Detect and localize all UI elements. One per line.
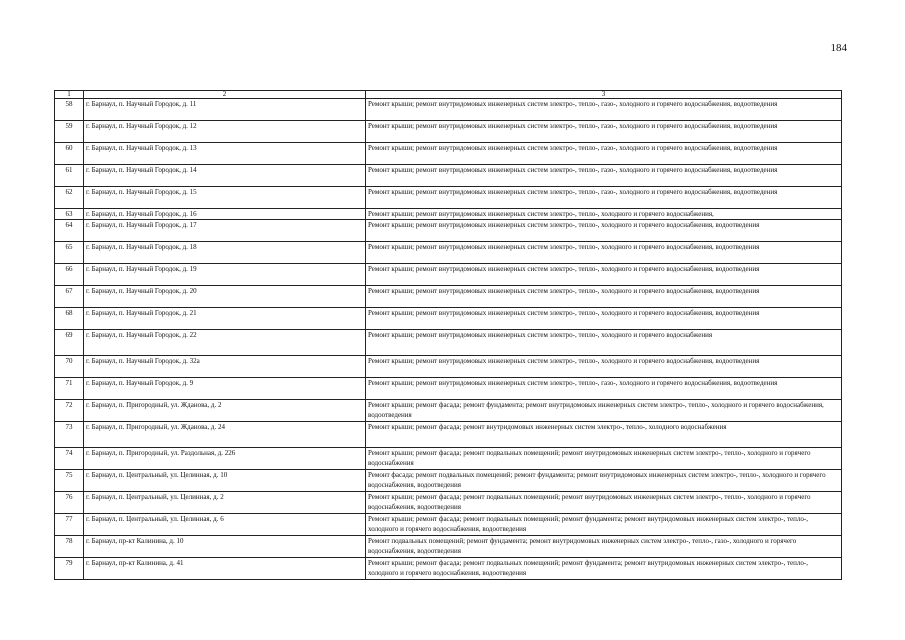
table-row [55,536,842,558]
row-works: Ремонт крыши; ремонт внутридомовых инженерных систем электро-, тепло-, газо-, холодного и горячего водоснабжения, водоотведения [366,99,842,121]
row-address: г. Барнаул, п. Научный Городок, д. 19 [84,264,366,286]
row-number: 65 [55,242,84,264]
row-address: г. Барнаул, п. Центральный, ул. Целинная, д. 10 [84,470,366,492]
row-number: 64 [55,220,84,242]
row-address: г. Барнаул, пр-кт Калинина, д. 10 [84,536,366,558]
column-header-works: 3 [366,91,842,99]
row-number: 60 [55,143,84,165]
row-works: Ремонт крыши; ремонт фасада; ремонт подвальных помещений; ремонт фундамента; ремонт внутридомовых инженерных систем электро-, тепло-, холодного и горячего водоснабжения, водоотведения [366,558,842,580]
row-address: г. Барнаул, п. Научный Городок, д. 14 [84,165,366,187]
table-row [55,378,842,400]
row-address: г. Барнаул, п. Научный Городок, д. 15 [84,187,366,209]
row-address: г. Барнаул, п. Пригородный, ул. Жданова, д. 2 [84,400,366,422]
row-address: г. Барнаул, п. Научный Городок, д. 16 [84,209,366,220]
table-row [55,514,842,536]
row-works: Ремонт крыши; ремонт внутридомовых инженерных систем электро-, тепло-, газо-, холодного и горячего водоснабжения, водоотведения [366,378,842,400]
table-row [55,356,842,378]
row-number: 77 [55,514,84,536]
row-address: г. Барнаул, п. Научный Городок, д. 12 [84,121,366,143]
table-row [55,330,842,356]
row-works: Ремонт крыши; ремонт фасада; ремонт подвальных помещений; ремонт фундамента; ремонт внутридомовых инженерных систем электро-, тепло-, холодного и горячего водоснабжения, водоотведения [366,514,842,536]
row-address: г. Барнаул, п. Научный Городок, д. 18 [84,242,366,264]
row-works: Ремонт крыши; ремонт внутридомовых инженерных систем электро-, тепло-, холодного и горячего водоснабжения, [366,209,842,220]
row-number: 70 [55,356,84,378]
table-row [55,492,842,514]
row-works: Ремонт крыши; ремонт внутридомовых инженерных систем электро-, тепло-, холодного и горячего водоснабжения, водоотведения [366,286,842,308]
row-address: г. Барнаул, п. Научный Городок, д. 20 [84,286,366,308]
row-works: Ремонт подвальных помещений; ремонт фундамента; ремонт внутридомовых инженерных систем электро-, тепло-, газо-, холодного и горячего водоснабжения, водоотведения [366,536,842,558]
table-row [55,121,842,143]
row-number: 75 [55,470,84,492]
row-address: г. Барнаул, п. Научный Городок, д. 11 [84,99,366,121]
table-row [55,558,842,580]
row-works: Ремонт крыши; ремонт фасада; ремонт подвальных помещений; ремонт внутридомовых инженерных систем электро-, тепло-, холодного и горячего водоснабжения, водоотведения [366,492,842,514]
row-address: г. Барнаул, п. Научный Городок, д. 21 [84,308,366,330]
page-number: 184 [830,42,847,54]
table-row [55,242,842,264]
table-row [55,400,842,422]
row-number: 73 [55,422,84,448]
row-number: 78 [55,536,84,558]
row-number: 68 [55,308,84,330]
row-works: Ремонт крыши; ремонт фасада; ремонт фундамента; ремонт внутридомовых инженерных систем электро-, тепло-, холодного и горячего водоснабжения, водоотведения [366,400,842,422]
row-address: г. Барнаул, п. Пригородный, ул. Жданова, д. 24 [84,422,366,448]
row-address: г. Барнаул, п. Научный Городок, д. 32а [84,356,366,378]
column-header-number: 1 [55,91,84,99]
row-address: г. Барнаул, п. Научный Городок, д. 13 [84,143,366,165]
row-address: г. Барнаул, п. Научный Городок, д. 17 [84,220,366,242]
row-address: г. Барнаул, п. Пригородный, ул. Раздольная, д. 226 [84,448,366,470]
header-row [55,91,842,99]
table-row [55,448,842,470]
row-number: 76 [55,492,84,514]
row-works: Ремонт крыши; ремонт внутридомовых инженерных систем электро-, тепло-, газо-, холодного и горячего водоснабжения, водоотведения [366,165,842,187]
row-works: Ремонт крыши; ремонт внутридомовых инженерных систем электро-, тепло-, газо-, холодного и горячего водоснабжения, водоотведения [366,143,842,165]
row-number: 67 [55,286,84,308]
row-address: г. Барнаул, п. Научный Городок, д. 9 [84,378,366,400]
row-address: г. Барнаул, п. Научный Городок, д. 22 [84,330,366,356]
row-address: г. Барнаул, пр-кт Калинина, д. 41 [84,558,366,580]
row-works: Ремонт крыши; ремонт фасада; ремонт внутридомовых инженерных систем электро-, тепло-, холодного водоснабжения [366,422,842,448]
row-works: Ремонт крыши; ремонт внутридомовых инженерных систем электро-, тепло-, газо-, холодного и горячего водоснабжения, водоотведения [366,121,842,143]
row-number: 58 [55,99,84,121]
row-works: Ремонт фасада; ремонт подвальных помещений; ремонт фундамента; ремонт внутридомовых инженерных систем электро-, тепло-, холодного и горячего водоснабжения, водоотведения [366,470,842,492]
row-number: 62 [55,187,84,209]
registry-table [54,90,842,580]
row-number: 61 [55,165,84,187]
row-number: 63 [55,209,84,220]
row-works: Ремонт крыши; ремонт внутридомовых инженерных систем электро-, тепло-, холодного и горячего водоснабжения, водоотведения [366,308,842,330]
table-row [55,187,842,209]
row-works: Ремонт крыши; ремонт внутридомовых инженерных систем электро-, тепло-, холодного и горячего водоснабжения, водоотведения [366,242,842,264]
row-number: 66 [55,264,84,286]
table-row [55,308,842,330]
table-row [55,470,842,492]
row-works: Ремонт крыши; ремонт внутридомовых инженерных систем электро-, тепло-, холодного и горячего водоснабжения [366,330,842,356]
column-header-address: 2 [84,91,366,99]
row-works: Ремонт крыши; ремонт внутридомовых инженерных систем электро-, тепло-, холодного и горячего водоснабжения, водоотведения [366,220,842,242]
row-number: 79 [55,558,84,580]
row-number: 69 [55,330,84,356]
row-number: 71 [55,378,84,400]
row-works: Ремонт крыши; ремонт внутридомовых инженерных систем электро-, тепло-, холодного и горячего водоснабжения, водоотведения [366,356,842,378]
table-row [55,220,842,242]
row-works: Ремонт крыши; ремонт фасада; ремонт подвальных помещений; ремонт внутридомовых инженерных систем электро-, тепло-, холодного и горячего водоснабжения [366,448,842,470]
row-number: 74 [55,448,84,470]
table-row [55,264,842,286]
table-row [55,422,842,448]
row-address: г. Барнаул, п. Центральный, ул. Целинная, д. 2 [84,492,366,514]
table-row [55,99,842,121]
table-row [55,286,842,308]
row-number: 59 [55,121,84,143]
row-address: г. Барнаул, п. Центральный, ул. Целинная, д. 6 [84,514,366,536]
table-row [55,209,842,220]
row-works: Ремонт крыши; ремонт внутридомовых инженерных систем электро-, тепло-, холодного и горячего водоснабжения, водоотведения [366,264,842,286]
table-row [55,143,842,165]
row-works: Ремонт крыши; ремонт внутридомовых инженерных систем электро-, тепло-, газо-, холодного и горячего водоснабжения, водоотведения [366,187,842,209]
row-number: 72 [55,400,84,422]
table-row [55,165,842,187]
